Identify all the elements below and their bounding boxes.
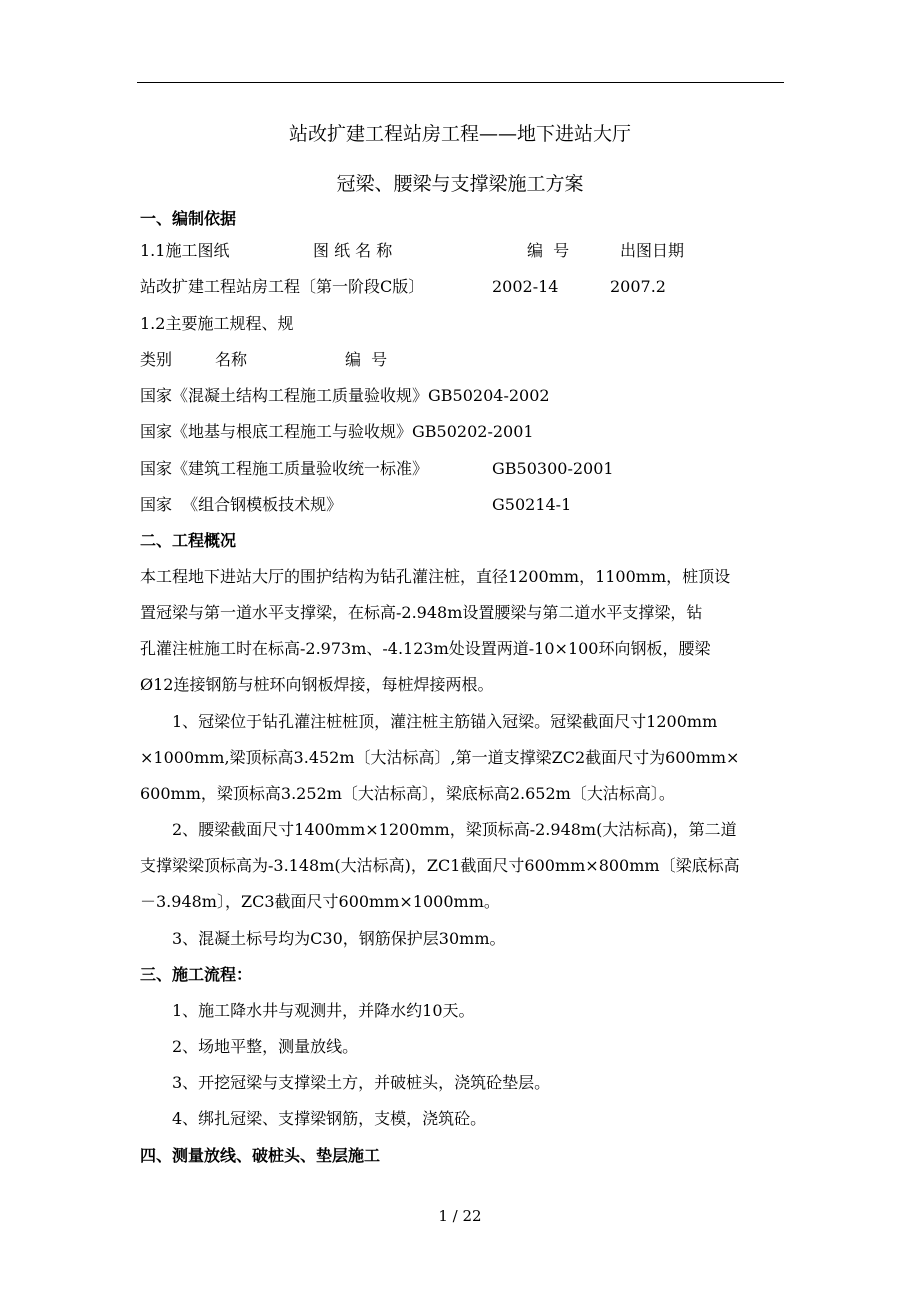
standard-1: 国家《混凝土结构工程施工质量验收规》GB50204-2002 <box>140 386 550 405</box>
crown-beam-line: ×1000mm,梁顶标高3.452m〔大沽标高〕,第一道支撑梁ZC2截面尺寸为600mm× <box>140 748 740 767</box>
process-step: 4、绑扎冠梁、支撑梁钢筋，支模，浇筑砼。 <box>172 1109 487 1128</box>
standard-3-code: GB50300-2001 <box>492 459 614 478</box>
standard-3-name: 国家《建筑工程施工质量验收统一标准》 <box>140 459 429 478</box>
waist-beam-line: －3.948m〕，ZC3截面尺寸600mm×1000mm。 <box>140 892 500 911</box>
overview-line: 本工程地下进站大厅的围护结构为钻孔灌注桩，直径1200mm，1100mm，桩顶设 <box>140 567 731 586</box>
drawing-name: 站改扩建工程站房工程〔第一阶段C版〕 <box>140 277 425 296</box>
title-line2: 冠梁、腰梁与支撑梁施工方案 <box>336 173 584 195</box>
header-rule <box>137 82 784 83</box>
crown-beam-line: 600mm，梁顶标高3.252m〔大沽标高〕，梁底标高2.652m〔大沽标高〕。 <box>140 784 675 803</box>
overview-line: 孔灌注桩施工时在标高-2.973m、-4.123m处设置两道-10×100环向钢板，腰梁 <box>140 639 711 658</box>
heading-sec2: 二、工程概况 <box>140 531 237 550</box>
waist-beam-line: 支撑梁梁顶标高为-3.148m(大沽标高)，ZC1截面尺寸600mm×800mm〔梁底标高 <box>140 856 740 875</box>
drawing-no-header: 编 号 <box>527 241 570 260</box>
spec-header-name: 名称 <box>215 350 248 369</box>
drawing-no: 2002-14 <box>492 277 559 296</box>
heading-sec3: 三、施工流程： <box>140 965 253 984</box>
spec-section-label: 1.2主要施工规程、规 <box>140 314 294 333</box>
heading-sec4: 四、测量放线、破桩头、垫层施工 <box>140 1146 381 1165</box>
waist-beam-line: 2、腰梁截面尺寸1400mm×1200mm，梁顶标高-2.948m(大沽标高)，第二道 <box>172 820 737 839</box>
drawing-date: 2007.2 <box>610 277 666 296</box>
standard-4-code: G50214-1 <box>492 495 572 514</box>
spec-header-category: 类别 <box>140 350 173 369</box>
process-step: 2、场地平整，测量放线。 <box>172 1037 359 1056</box>
heading-sec1: 一、编制依据 <box>140 209 237 228</box>
overview-line: 置冠梁与第一道水平支撑梁，在标高-2.948m设置腰梁与第二道水平支撑梁，钻 <box>140 603 703 622</box>
drawing-name-header: 图 纸 名 称 <box>313 241 393 260</box>
page-number: 1 / 22 <box>438 1207 482 1225</box>
process-step: 1、施工降水井与观测井，并降水约10天。 <box>172 1001 475 1020</box>
title-line1: 站改扩建工程站房工程——地下进站大厅 <box>288 123 631 145</box>
drawing-label: 1.1施工图纸 <box>140 241 230 260</box>
standard-2: 国家《地基与根底工程施工与验收规》GB50202-2001 <box>140 422 534 441</box>
standard-4-name: 国家 《组合钢模板技术规》 <box>140 495 343 514</box>
overview-line: Ø12连接钢筋与桩环向钢板焊接，每桩焊接两根。 <box>140 675 494 694</box>
spec-header-no: 编 号 <box>345 350 388 369</box>
concrete-grade-line: 3、混凝土标号均为C30，钢筋保护层30mm。 <box>172 929 506 948</box>
crown-beam-line: 1、冠梁位于钻孔灌注桩桩顶，灌注桩主筋锚入冠梁。冠梁截面尺寸1200mm <box>172 712 718 731</box>
process-step: 3、开挖冠梁与支撑梁土方，并破桩头，浇筑砼垫层。 <box>172 1073 551 1092</box>
drawing-date-header: 出图日期 <box>620 241 685 260</box>
